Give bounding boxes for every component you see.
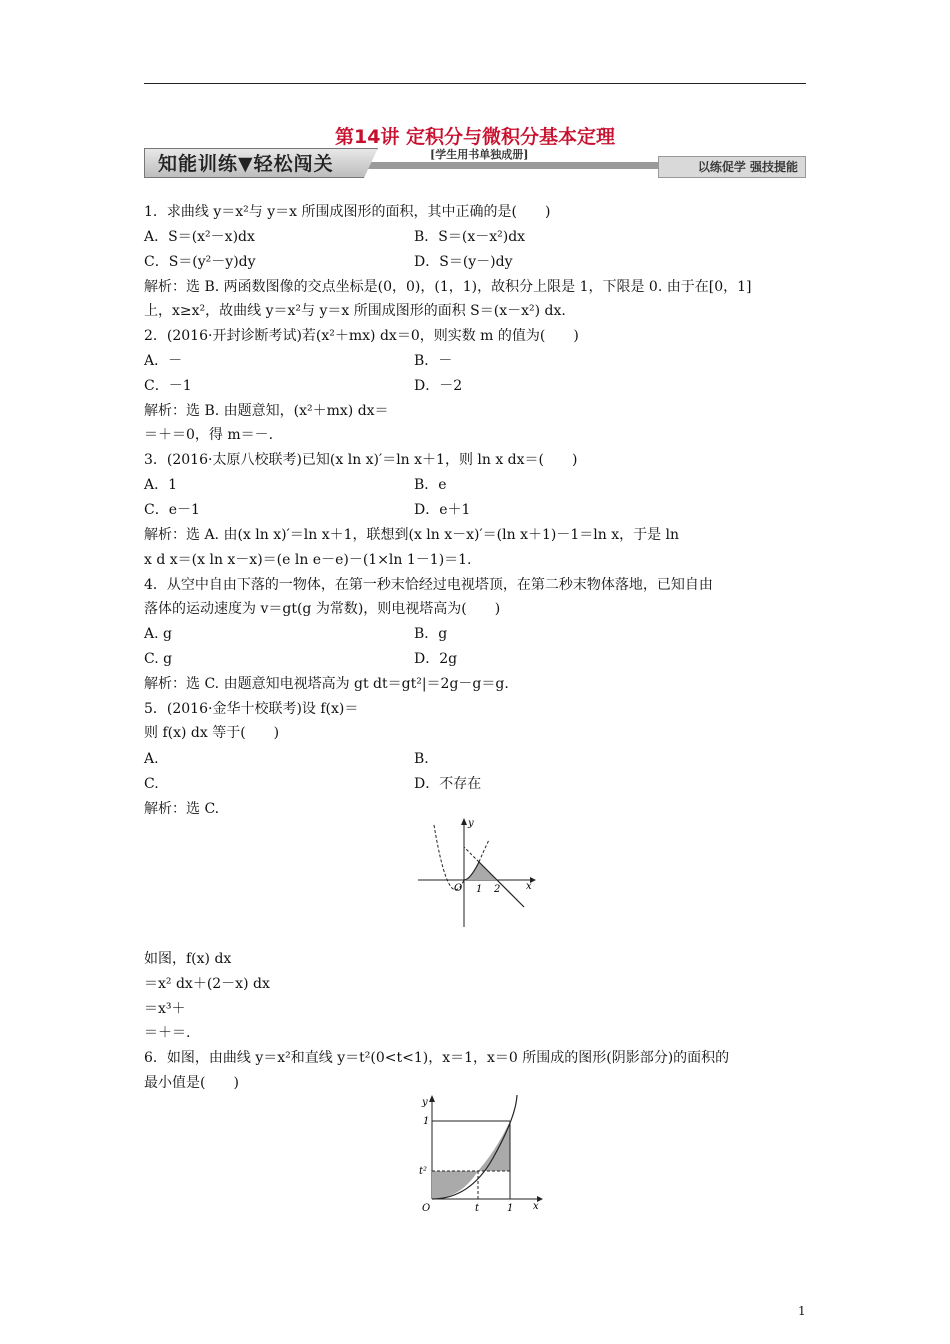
q2-option-b: B．－: [414, 353, 453, 369]
header-rule: [144, 83, 806, 84]
q5-work-line3: ＝x³＋: [144, 1001, 186, 1017]
q5-work-line4: ＝＋＝.: [144, 1025, 191, 1041]
section-banner: [144, 148, 806, 178]
q2-option-d: D．－2: [414, 378, 463, 394]
q4-option-d: D．2g: [414, 651, 458, 667]
fig1-x-label: x: [526, 881, 532, 892]
q5-option-a: A.: [144, 751, 159, 767]
fig1-tick-2: 2: [494, 884, 501, 895]
fig1-parabola-right-dashed: [479, 840, 489, 862]
q4-stem-line2: 落体的运动速度为 v＝gt(g 为常数)，则电视塔高为( ): [144, 601, 501, 617]
q4-solution: 解析：选 C. 由题意知电视塔高为 gt dt＝gt²|＝2g－g＝g.: [144, 676, 509, 692]
fig2-tick-y-1: 1: [423, 1116, 430, 1127]
banner-right-label: 以练促学 强技提能: [697, 160, 798, 174]
banner-section-label: 知能训练▼轻松闯关: [158, 153, 334, 175]
q3-solution-line1: 解析：选 A. 由(x ln x)′＝ln x＋1，联想到(x ln x－x)′＝(ln x＋1)－1＝ln x，于是 ln: [144, 527, 680, 543]
q1-option-c: C．S＝(y²－y)dy: [144, 254, 256, 270]
q1-solution-line2: 上，x≥x²，故曲线 y＝x²与 y＝x 所围成图形的面积 S＝(x－x²) dx.: [144, 303, 566, 319]
q1-option-a: A．S＝(x²－x)dx: [144, 229, 255, 245]
q5-solution: 解析：选 C.: [144, 801, 220, 817]
fig1-line-dashed: [464, 847, 479, 862]
fig2-tick-y-t2: t²: [419, 1166, 428, 1177]
fig2-origin-label: O: [422, 1203, 431, 1214]
q1-stem: 1．求曲线 y＝x²与 y＝x 所围成图形的面积，其中正确的是( ): [144, 204, 551, 220]
fig2-tick-x-t: t: [475, 1203, 480, 1214]
q5-stem-line1: 5．(2016·金华十校联考)设 f(x)＝: [144, 701, 359, 717]
fig2-x-label: x: [533, 1201, 539, 1212]
banner-note: [学生用书单独成册]: [430, 148, 529, 161]
q6-stem-line2: 最小值是( ): [144, 1075, 239, 1091]
q3-solution-line2: x d x＝(x ln x－x)＝(e ln e－e)－(1×ln 1－1)＝1.: [144, 552, 472, 568]
q2-stem: 2．(2016·开封诊断考试)若(x²＋mx) dx＝0，则实数 m 的值为( ): [144, 328, 579, 344]
fig1-y-arrow: [461, 818, 467, 825]
q5-work-line1: 如图，f(x) dx: [144, 951, 232, 967]
q4-option-a: A. g: [144, 626, 172, 642]
page-number: 1: [798, 1304, 806, 1318]
fig2-shaded-region-right: [478, 1121, 510, 1171]
q4-option-c: C. g: [144, 651, 173, 667]
q3-option-d: D．e＋1: [414, 502, 471, 518]
q5-work-line2: ＝x² dx＋(2－x) dx: [144, 976, 270, 992]
q5-stem-line2: 则 f(x) dx 等于( ): [144, 725, 280, 741]
q2-solution-line2: ＝＋＝0，得 m＝－.: [144, 427, 274, 443]
fig2-y-label: y: [422, 1097, 428, 1108]
fig1-tick-1: 1: [476, 884, 483, 895]
page-title: 第14讲 定积分与微积分基本定理: [334, 126, 616, 148]
q3-option-a: A．1: [144, 477, 178, 493]
q4-option-b: B．g: [414, 626, 448, 642]
fig2-y-arrow: [429, 1095, 435, 1102]
fig2-tick-x-1: 1: [507, 1203, 514, 1214]
q4-stem-line1: 4．从空中自由下落的一物体，在第一秒末恰经过电视塔顶，在第二秒末物体落地，已知自由: [144, 577, 713, 593]
q2-solution-line1: 解析：选 B. 由题意知，(x²＋mx) dx＝: [144, 403, 389, 419]
q1-option-b: B．S＝(x－x²)dx: [414, 229, 526, 245]
q2-option-a: A．－: [144, 353, 183, 369]
q5-option-b: B.: [414, 751, 429, 767]
fig1-y-label: y: [468, 818, 474, 829]
q3-option-c: C．e－1: [144, 502, 200, 518]
q1-solution-line1: 解析：选 B. 两函数图像的交点坐标是(0，0)，(1，1)，故积分上限是 1，下限是 0. 由于在[0，1]: [144, 279, 752, 295]
q1-option-d: D．S＝(y－)dy: [414, 254, 513, 270]
q3-option-b: B．e: [414, 477, 447, 493]
q5-option-d: D．不存在: [414, 776, 482, 792]
fig1-shaded-region-left: [464, 862, 479, 880]
fig1-line-2-minus-x: [479, 862, 524, 907]
q6-figure: [415, 1093, 543, 1216]
q3-stem: 3．(2016·太原八校联考)已知(x ln x)′＝ln x＋1，则 ln x dx＝( ): [144, 452, 578, 468]
q2-option-c: C．－1: [144, 378, 192, 394]
q6-stem-line1: 6．如图，由曲线 y＝x²和直线 y＝t²(0<t<1)，x＝1，x＝0 所围成的图形(阴影部分)的面积的: [144, 1050, 730, 1066]
fig1-origin-label: O: [454, 883, 463, 894]
q5-figure: [412, 815, 537, 930]
q5-option-c: C.: [144, 776, 159, 792]
